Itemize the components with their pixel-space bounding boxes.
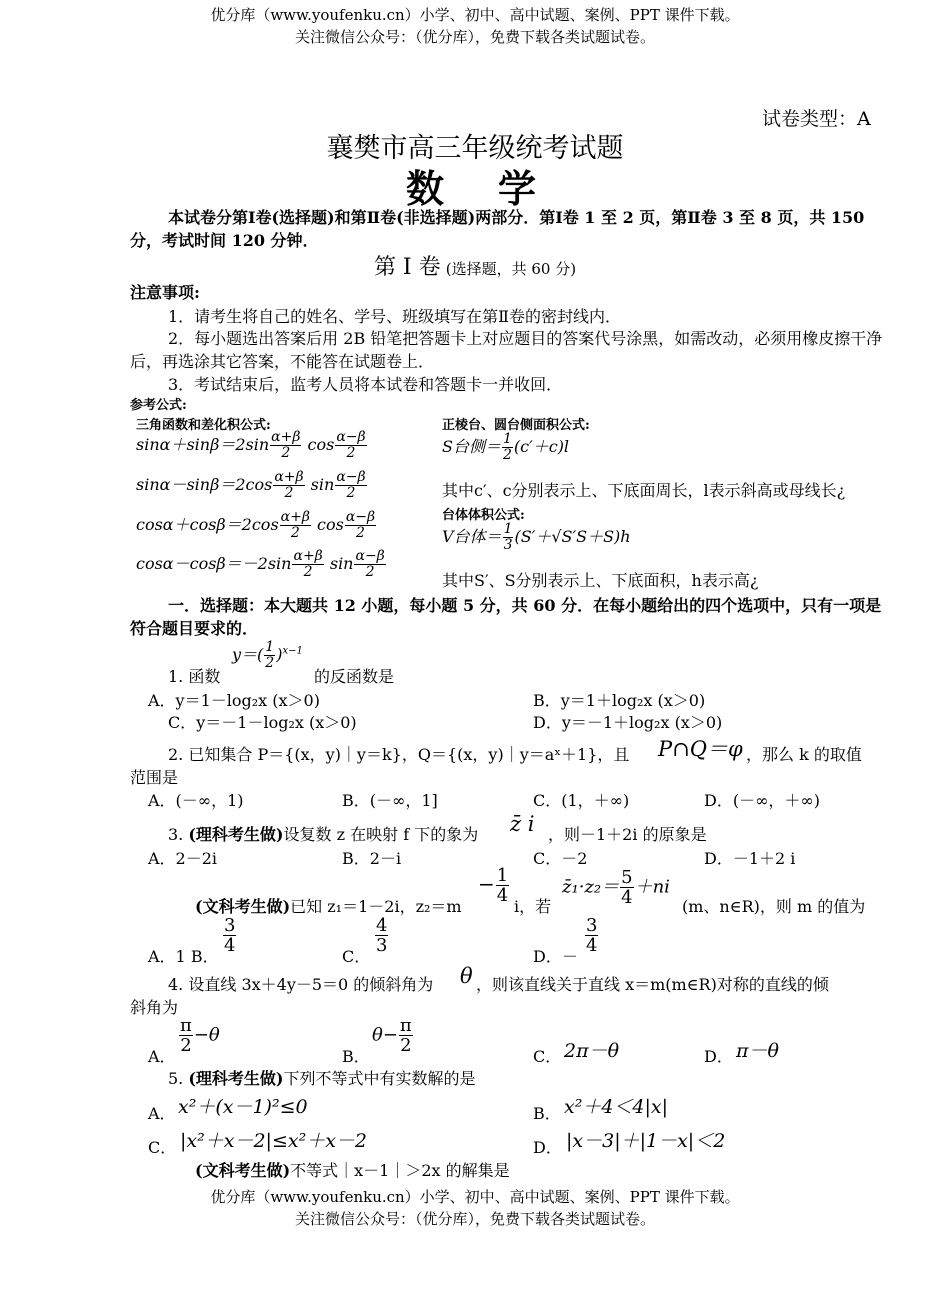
q3-stem: 3. (理科考生做)设复数 z 在映射 f 下的象为 [168, 825, 479, 844]
q2-option-a: A．(－∞，1) [148, 791, 244, 810]
q3w-tail: (m、n∈R)，则 m 的值为 [682, 897, 866, 916]
q4-option-d-formula: π－θ [736, 1040, 779, 1062]
q5-option-b: B． [533, 1104, 561, 1123]
q4-option-a: A． [148, 1047, 176, 1066]
q3w-option-c: C． [342, 947, 371, 966]
trig-formula-3: cosα＋cosβ＝2cos $\frac{\alpha+\beta}{2}$ cos $\frac{\alpha-\beta}{2}$ [136, 509, 376, 541]
notice-item-2: 2．每小题选出答案后用 2B 铅笔把答题卡上对应题目的答案代号涂黑，如需改动，必须用橡皮擦干净后，再选涂其它答案，不能答在试题卷上． [130, 329, 883, 371]
q5-option-b-formula: x²＋4＜4|x| [564, 1096, 669, 1118]
q1-tail: 的反函数是 [314, 667, 395, 686]
trig-formula-1: sinα＋sinβ＝2sin $\frac{\alpha+\beta}{2}$ cos $\frac{\alpha-\beta}{2}$ [136, 429, 366, 461]
trig-formula-2: sinα－sinβ＝2cos $\frac{\alpha+\beta}{2}$ sin $\frac{\alpha-\beta}{2}$ [136, 469, 366, 501]
paper-type: 试卷类型：A [762, 108, 871, 130]
q3w-fraction: − $\frac{1}{4}$ [478, 865, 509, 906]
section-1-heading: 一．选择题：本大题共 12 小题，每小题 5 分，共 60 分．在每小题给出的四个选项中，只有一项是符合题目要求的． [130, 596, 882, 638]
q3w-formula: z̄₁·z₂＝ $\frac{5}{4}$ ＋ni [562, 867, 670, 908]
notice-item-1: 1．请考生将自己的姓名、学号、班级填写在第Ⅱ卷的密封线内． [168, 307, 622, 326]
area-formula: S台侧＝ $\frac{1}{2}$ (c′＋c)l [442, 431, 570, 463]
part1-title: 第 Ⅰ 卷 [373, 255, 441, 280]
q2-stem: 2. 已知集合 P＝{(x，y)｜y＝k}，Q＝{(x，y)｜y＝aˣ＋1}，且 [168, 745, 630, 764]
q5-option-c-formula: |x²＋x－2|≤x²＋x－2 [180, 1130, 367, 1152]
volume-formula-tail: (S′＋√S′S＋S)h [514, 527, 631, 546]
subject-title: 数 学 [405, 166, 544, 211]
q1-stem: 1. 函数 [168, 667, 221, 686]
header-line-2: 关注微信公众号：（优分库），免费下载各类试题试卷。 [294, 28, 655, 46]
q5w-tag: (文科考生做) [195, 1161, 291, 1180]
q3-option-b: B．2－i [342, 849, 402, 868]
intro-text: 本试卷分第Ⅰ卷(选择题)和第Ⅱ卷(非选择题)两部分．第Ⅰ卷 1 至 2 页，第Ⅱ卷 3 至 8 页，共 150 分，考试时间 120 分钟． [130, 208, 865, 250]
q3-tail: ，则－1＋2i 的原象是 [548, 825, 707, 844]
trig-formula-3-lhs: cosα＋cosβ＝2cos [136, 515, 279, 534]
q4-option-c-formula: 2π－θ [564, 1040, 620, 1062]
q4-option-d: D． [704, 1047, 733, 1066]
q2-option-d: D．(－∞，＋∞) [704, 791, 820, 810]
q5-option-d: D． [533, 1138, 562, 1157]
q4-option-a-formula: $\frac{\pi}{2}$ −θ [180, 1015, 220, 1056]
q4-option-b-formula: θ− $\frac{\pi}{2}$ [372, 1015, 412, 1056]
q5-option-c: C． [148, 1138, 177, 1157]
q4-stem-cont: 斜角为 [130, 998, 179, 1017]
footer-line-1: 优分库（www.youfenku.cn）小学、初中、高中试题、案例、PPT 课件下载。 [210, 1188, 740, 1206]
q5-text: 下列不等式中有实数解的是 [283, 1069, 476, 1088]
q5-option-d-formula: |x－3|＋|1－x|＜2 [566, 1130, 726, 1152]
trig-formula-4-lhs: cosα－cosβ＝－2sin [136, 554, 292, 573]
q2-formula: P∩Q＝φ [658, 737, 743, 761]
q1-option-b: B．y＝1＋log₂x (x＞0) [533, 691, 706, 710]
part1-heading [0, 250, 950, 281]
q4-tail: ，则该直线关于直线 x＝m(m∈R)对称的直线的倾 [476, 975, 829, 994]
volume-note: 其中S′、S分别表示上、下底面积，h表示高¿ [442, 571, 759, 590]
q3w-option-d-value: $\frac{3}{4}$ [586, 915, 598, 956]
q3w-option-ab: A．1 B． [148, 947, 219, 966]
footer-line-2: 关注微信公众号：（优分库），免费下载各类试题试卷。 [294, 1210, 655, 1228]
volume-formula-lhs: V台体＝ [442, 527, 502, 546]
area-formula-lhs: S台侧＝ [442, 437, 501, 456]
q3w-formula-tail: ＋ni [634, 876, 670, 898]
ref-title: 参考公式: [130, 398, 187, 413]
q3w-formula-lhs: z̄₁·z₂＝ [562, 876, 620, 898]
volume-formula: V台体＝ $\frac{1}{3}$ (S′＋√S′S＋S)h [442, 521, 631, 553]
q5-tag: (理科考生做) [188, 1069, 284, 1088]
area-note: 其中c′、c分别表示上、下底面周长，l表示斜高或母线长¿ [442, 481, 846, 500]
q3w-option-c-value: $\frac{4}{3}$ [376, 915, 388, 956]
area-title: 正棱台、圆台侧面积公式: [442, 418, 590, 433]
q1-option-a: A．y＝1－log₂x (x＞0) [148, 691, 320, 710]
q4-option-c: C． [533, 1047, 562, 1066]
q2-option-b: B．(－∞，1] [342, 791, 438, 810]
q3w-option-d: D．－ [533, 947, 578, 966]
trig-formula-1-lhs: sinα＋sinβ＝2sin [136, 435, 270, 454]
q3w-mid: i，若 [514, 897, 552, 916]
q5w-stem [195, 1158, 510, 1181]
q3w-option-b-value: $\frac{3}{4}$ [224, 915, 236, 956]
q2-option-c: C．(1，＋∞) [533, 791, 630, 810]
q5-stem: 5. (理科考生做)下列不等式中有实数解的是 [168, 1069, 476, 1088]
trig-formula-4: cosα－cosβ＝－2sin $\frac{\alpha+\beta}{2}$ sin $\frac{\alpha-\beta}{2}$ [136, 548, 385, 580]
volume-title: 台体体积公式: [442, 508, 525, 523]
q3-formula: z̄ i [510, 812, 535, 836]
header-line-1: 优分库（www.youfenku.cn）小学、初中、高中试题、案例、PPT 课件下载。 [210, 6, 740, 24]
exam-title: 襄樊市高三年级统考试题 [326, 133, 624, 164]
part1-note: (选择题，共 60 分) [445, 260, 577, 278]
q1-formula: y＝( $\frac{1}{2}$ )$^{x-1}$ [232, 639, 303, 671]
q3w-tag: (文科考生做) [195, 897, 291, 916]
q5w-text: 不等式｜x－1｜＞2x 的解集是 [290, 1161, 510, 1180]
q3-text: 设复数 z 在映射 f 下的象为 [283, 825, 479, 844]
q3-option-d: D．－1＋2 i [704, 849, 796, 868]
q4-theta: θ [460, 964, 473, 988]
q1-option-c: C．y＝－1－log₂x (x＞0) [168, 713, 357, 732]
q2-tail: ，那么 k 的取值 [746, 745, 862, 764]
q4-stem: 4. 设直线 3x＋4y－5＝0 的倾斜角为 [168, 975, 434, 994]
q4-option-b: B． [342, 1047, 370, 1066]
notice-item-3: 3．考试结束后，监考人员将本试卷和答题卡一并收回． [168, 375, 563, 394]
area-formula-tail: (c′＋c)l [513, 437, 570, 456]
notice-title: 注意事项: [130, 283, 200, 302]
q3w-text: 已知 z₁＝1－2i，z₂＝m [290, 897, 462, 916]
q3-tag: (理科考生做) [188, 825, 284, 844]
q3-option-c: C．－2 [533, 849, 588, 868]
q5-option-a: A． [148, 1104, 176, 1123]
q2-stem-cont: 范围是 [130, 768, 179, 787]
trig-formula-2-lhs: sinα－sinβ＝2cos [136, 475, 273, 494]
q3w-stem [195, 894, 462, 917]
q1-option-d: D．y＝－1＋log₂x (x＞0) [533, 713, 723, 732]
q3-option-a: A．2－2i [148, 849, 218, 868]
trig-title: 三角函数和差化积公式: [136, 418, 271, 433]
q5-option-a-formula: x²＋(x－1)²≤0 [178, 1096, 308, 1118]
